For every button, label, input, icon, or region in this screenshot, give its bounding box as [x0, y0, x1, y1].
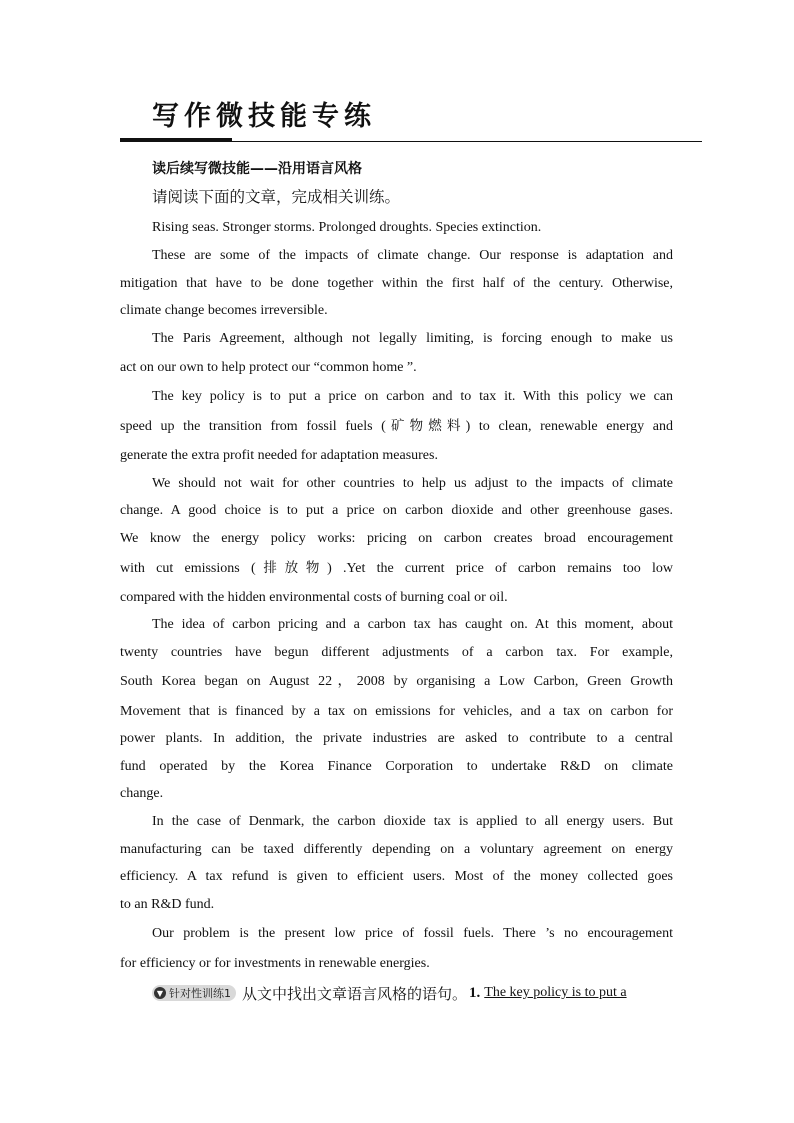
article-line: twenty countries have begun different adjustments of a carbon tax. For example, — [120, 645, 673, 660]
exercise-number: 1. — [469, 984, 481, 1001]
article-line: act on our own to help protect our “common home ”. — [120, 360, 417, 375]
article-line: change. A good choice is to put a price on carbon dioxide and other greenhouse gases. — [120, 503, 673, 518]
article-line: The Paris Agreement, although not legally limiting, is forcing enough to make us — [152, 331, 673, 346]
section-subtitle: 读后续写微技能——沿用语言风格 — [152, 161, 362, 177]
article-line: mitigation that have to be done together within the first half of the century. Otherwise, — [120, 276, 673, 291]
article-line: Our problem is the present low price of fossil fuels. There ’s no encouragement — [152, 926, 673, 941]
exercise-answer: The key policy is to put a — [484, 985, 627, 1000]
article-line: with cut emissions (排放物) .Yet the current price of carbon remains too low — [120, 560, 673, 576]
article-line: We should not wait for other countries to help us adjust to the impacts of climate — [152, 476, 673, 491]
exercise-prompt: 从文中找出文章语言风格的语句。 — [242, 984, 468, 1003]
article-line: compared with the hidden environmental costs of burning coal or oil. — [120, 590, 508, 605]
article-line: The idea of carbon pricing and a carbon tax has caught on. At this moment, about — [152, 617, 673, 632]
article-line: to an R&D fund. — [120, 897, 215, 912]
exercise-badge — [152, 985, 236, 1001]
article-line: The key policy is to put a price on carbon and to tax it. With this policy we can — [152, 389, 673, 404]
article-line: In the case of Denmark, the carbon dioxide tax is applied to all energy users. But — [152, 814, 673, 829]
exercise-badge-label: 针对性训练1 — [169, 987, 231, 1000]
page-title: 写作微技能专练 — [152, 101, 376, 132]
cjk-gloss: 排放物 — [255, 560, 328, 576]
article-line: fund operated by the Korea Finance Corporation to undertake R&D on climate — [120, 759, 673, 774]
article-line: Rising seas. Stronger storms. Prolonged droughts. Species extinction. — [152, 220, 542, 235]
article-line: We know the energy policy works: pricing on carbon creates broad encouragement — [120, 531, 673, 546]
cjk-gloss: 矿物燃料 — [385, 418, 466, 434]
article-line: speed up the transition from fossil fuels (矿物燃料) to clean, renewable energy and — [120, 418, 673, 434]
article-line: Movement that is financed by a tax on emissions for vehicles, and a tax on carbon for — [120, 704, 673, 719]
article-line: These are some of the impacts of climate change. Our response is adaptation and — [152, 248, 673, 263]
title-rule-thin — [120, 141, 702, 142]
article-line: efficiency. A tax refund is given to efficient users. Most of the money collected goes — [120, 869, 673, 884]
article-line: South Korea began on August 22，2008 by organising a Low Carbon, Green Growth — [120, 674, 673, 689]
article-line: change. — [120, 786, 164, 801]
down-arrow-icon: ▼ — [154, 987, 166, 999]
article-line: generate the extra profit needed for adaptation measures. — [120, 448, 438, 463]
instruction-text: 请阅读下面的文章，完成相关训练。 — [152, 188, 401, 206]
article-line: power plants. In addition, the private industries are asked to contribute to a central — [120, 731, 673, 746]
exercise-line — [152, 983, 674, 1003]
article-line: climate change becomes irreversible. — [120, 303, 328, 318]
article-line: manufacturing can be taxed differently depending on a voluntary agreement on energy — [120, 842, 673, 857]
article-line: for efficiency or for investments in renewable energies. — [120, 956, 430, 971]
